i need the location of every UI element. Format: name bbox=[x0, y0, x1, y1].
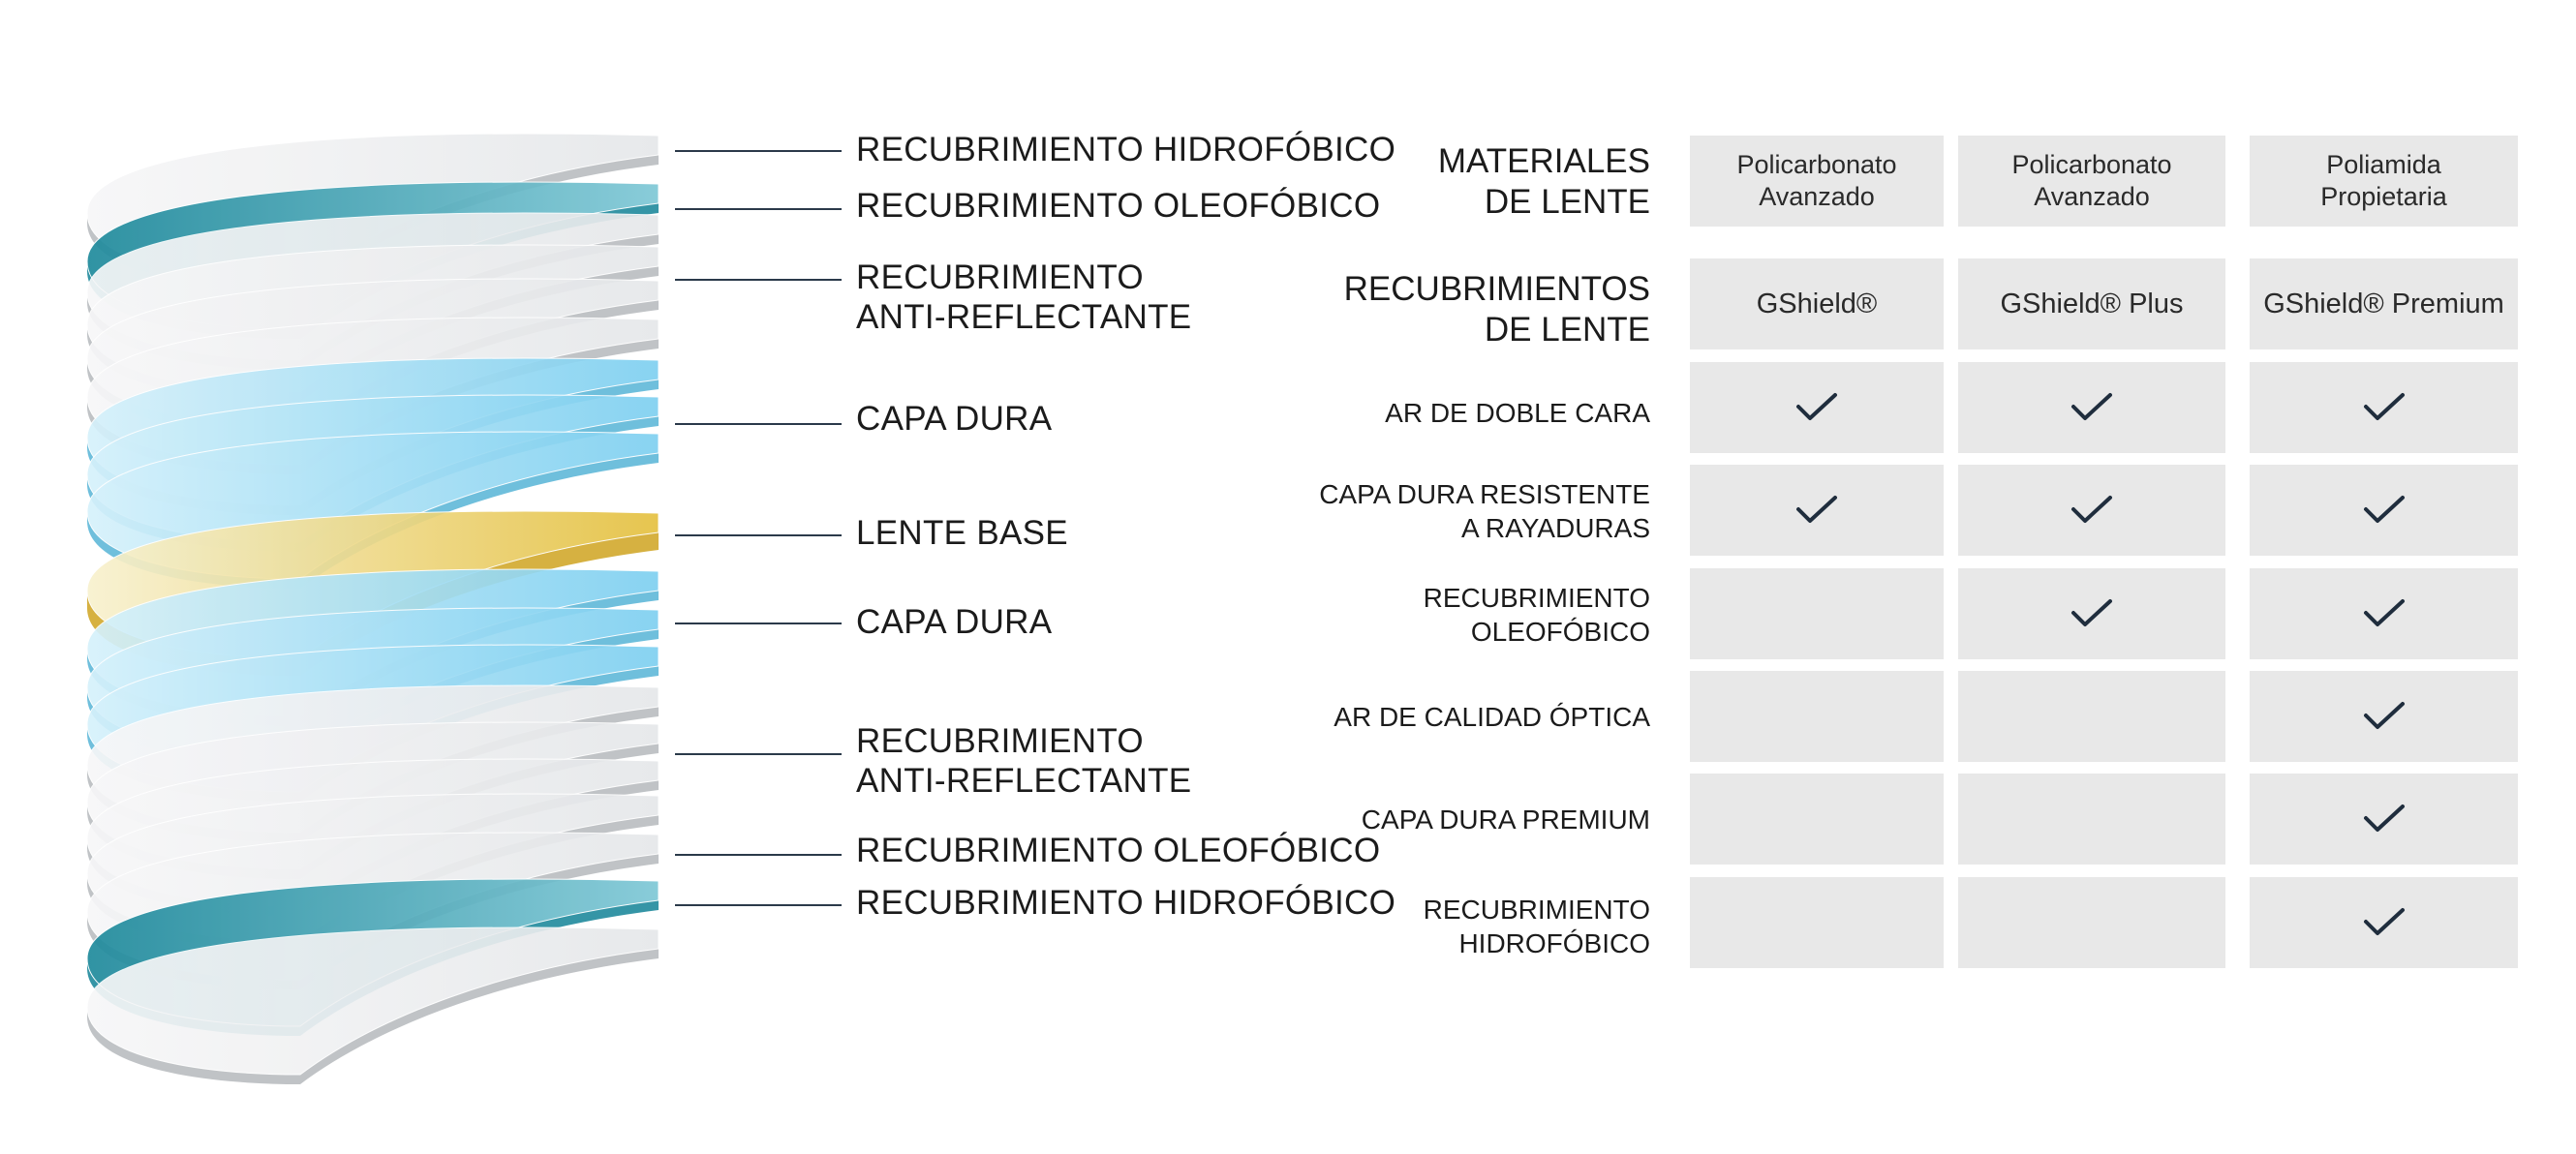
feature-cell bbox=[1690, 362, 1944, 453]
checkmark-icon bbox=[2070, 597, 2114, 630]
coatings-header-label: RECUBRIMIENTOS DE LENTE bbox=[1343, 270, 1650, 349]
layer-label-oleophobic-top: RECUBRIMIENTO OLEOFÓBICO bbox=[856, 187, 1381, 225]
feature-cell bbox=[2250, 877, 2518, 968]
coating-cell bbox=[2250, 258, 2518, 349]
leader-line bbox=[675, 150, 842, 152]
coating-cell bbox=[1958, 258, 2225, 349]
feature-row-label: RECUBRIMIENTO HIDROFÓBICO bbox=[1423, 895, 1650, 958]
layer-label-hard-coat-top: CAPA DURA bbox=[856, 400, 1053, 438]
feature-cell bbox=[1690, 774, 1944, 865]
feature-cell bbox=[2250, 774, 2518, 865]
feature-cell bbox=[1958, 568, 2225, 659]
leader-line bbox=[675, 279, 842, 281]
layer-label-oleophobic-bottom: RECUBRIMIENTO OLEOFÓBICO bbox=[856, 832, 1381, 869]
feature-cell bbox=[1690, 877, 1944, 968]
layer-label-base-lens: LENTE BASE bbox=[856, 514, 1068, 552]
material-cell bbox=[1958, 136, 2225, 227]
feature-cell bbox=[2250, 671, 2518, 762]
checkmark-icon bbox=[2362, 700, 2407, 733]
material-cell bbox=[1690, 136, 1944, 227]
feature-row-label: AR DE CALIDAD ÓPTICA bbox=[1334, 702, 1650, 732]
feature-row-label: CAPA DURA RESISTENTE A RAYADURAS bbox=[1319, 479, 1650, 543]
leader-line bbox=[675, 753, 842, 755]
feature-cell bbox=[2250, 568, 2518, 659]
leader-line bbox=[675, 423, 842, 425]
checkmark-icon bbox=[2362, 597, 2407, 630]
checkmark-icon bbox=[2362, 391, 2407, 424]
leader-line bbox=[675, 904, 842, 906]
feature-cell bbox=[1958, 465, 2225, 556]
checkmark-icon bbox=[2362, 803, 2407, 835]
checkmark-icon bbox=[2362, 906, 2407, 939]
checkmark-icon bbox=[2070, 494, 2114, 527]
feature-row-label: CAPA DURA PREMIUM bbox=[1361, 805, 1650, 835]
layer-label-hydrophobic-top: RECUBRIMIENTO HIDROFÓBICO bbox=[856, 131, 1396, 168]
material-name: Poliamida Propietaria bbox=[2320, 150, 2447, 211]
leader-line bbox=[675, 623, 842, 624]
coating-name: GShield® Plus bbox=[2000, 288, 2184, 319]
feature-cell bbox=[2250, 362, 2518, 453]
material-name: Policarbonato Avanzado bbox=[2011, 150, 2172, 211]
layer-label-anti-reflective-bottom: RECUBRIMIENTO ANTI-REFLECTANTE bbox=[856, 722, 1192, 800]
leader-line bbox=[675, 854, 842, 856]
material-cell bbox=[2250, 136, 2518, 227]
leader-line bbox=[675, 208, 842, 210]
leader-line bbox=[675, 534, 842, 536]
feature-cell bbox=[1958, 362, 2225, 453]
layer-label-anti-reflective-top: RECUBRIMIENTO ANTI-REFLECTANTE bbox=[856, 258, 1192, 336]
feature-cell bbox=[1690, 671, 1944, 762]
checkmark-icon bbox=[2070, 391, 2114, 424]
feature-cell bbox=[1958, 877, 2225, 968]
feature-cell bbox=[1958, 671, 2225, 762]
checkmark-icon bbox=[1794, 494, 1839, 527]
lens-layer-stack-illustration bbox=[0, 0, 697, 1154]
materials-header-label: MATERIALES DE LENTE bbox=[1437, 142, 1650, 221]
coating-name: GShield® Premium bbox=[2263, 288, 2504, 319]
material-name: Policarbonato Avanzado bbox=[1736, 150, 1897, 211]
feature-row-label: AR DE DOBLE CARA bbox=[1385, 398, 1650, 428]
feature-cell bbox=[1958, 774, 2225, 865]
coating-name: GShield® bbox=[1756, 288, 1878, 319]
feature-row-label: RECUBRIMIENTO OLEOFÓBICO bbox=[1423, 583, 1650, 647]
layer-label-hard-coat-bottom: CAPA DURA bbox=[856, 603, 1053, 641]
feature-cell bbox=[2250, 465, 2518, 556]
checkmark-icon bbox=[1794, 391, 1839, 424]
coating-cell bbox=[1690, 258, 1944, 349]
feature-cell bbox=[1690, 465, 1944, 556]
layer-label-hydrophobic-bottom: RECUBRIMIENTO HIDROFÓBICO bbox=[856, 884, 1396, 922]
checkmark-icon bbox=[2362, 494, 2407, 527]
feature-cell bbox=[1690, 568, 1944, 659]
